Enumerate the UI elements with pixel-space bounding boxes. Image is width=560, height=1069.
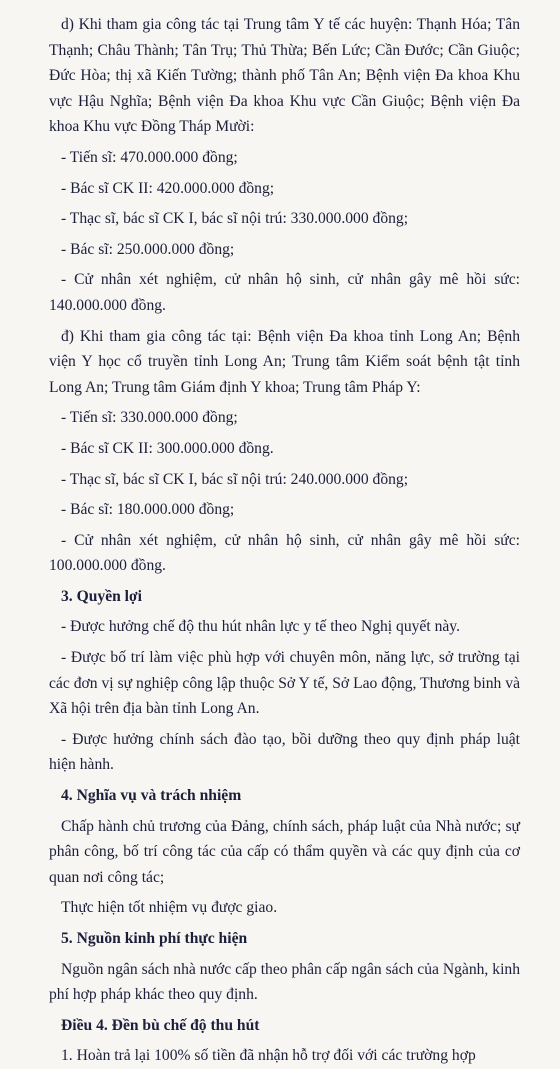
- section-d1-intro: d) Khi tham gia công tác tại Trung tâm Y tế các huyện: Thạnh Hóa; Tân Thạnh; Châu Thành; Tân Trụ; Thủ Thừa; Bến Lức; Cần Đước; Cần Giuộc; Đức Hòa; thị xã Kiến Tường; thành phố Tân An; Bệnh viện Đa khoa Khu vực Hậu Nghĩa; Bệnh viện Đa khoa Khu vực Cần Giuộc; Bệnh viện Đa khoa Khu vực Đồng Tháp Mười:: [49, 16, 520, 136]
- section-5-item: Nguồn ngân sách nhà nước cấp theo phân cấp ngân sách của Ngành, kinh phí hợp pháp khác theo quy định.: [49, 960, 520, 1004]
- article-4-heading: Điều 4. Đền bù chế độ thu hút: [61, 1016, 260, 1034]
- section-d2-item: - Thạc sĩ, bác sĩ CK I, bác sĩ nội trú: 240.000.000 đồng;: [61, 470, 409, 488]
- section-d2-intro: đ) Khi tham gia công tác tại: Bệnh viện Đa khoa tỉnh Long An; Bệnh viện Y học cổ truyền tỉnh Long An; Trung tâm Kiểm soát bệnh tật tỉnh Long An; Trung tâm Giám định Y khoa; Trung tâm Pháp Y:: [49, 327, 520, 396]
- section-d1-item: - Cử nhân xét nghiệm, cử nhân hộ sinh, cử nhân gây mê hồi sức: 140.000.000 đồng.: [49, 271, 520, 314]
- section-4-item: Chấp hành chủ trương của Đảng, chính sách, pháp luật của Nhà nước; sự phân công, bố trí công tác của cấp có thẩm quyền và các quy định của cơ quan nơi công tác;: [49, 817, 520, 886]
- section-d2-item: - Bác sĩ: 180.000.000 đồng;: [61, 501, 235, 519]
- section-4-item: Thực hiện tốt nhiệm vụ được giao.: [61, 899, 278, 917]
- section-3-item: - Được hưởng chế độ thu hút nhân lực y tế theo Nghị quyết này.: [61, 618, 460, 636]
- section-3-item: - Được hưởng chính sách đào tạo, bồi dưỡng theo quy định pháp luật hiện hành.: [49, 730, 520, 774]
- section-3-heading: 3. Quyền lợi: [61, 587, 142, 605]
- section-d2-item: - Cử nhân xét nghiệm, cử nhân hộ sinh, cử nhân gây mê hồi sức: 100.000.000 đồng.: [49, 531, 520, 575]
- section-d2-item: - Tiến sĩ: 330.000.000 đồng;: [61, 409, 238, 427]
- section-5-heading: 5. Nguồn kinh phí thực hiện: [61, 930, 248, 947]
- section-3-item: - Được bố trí làm việc phù hợp với chuyên môn, năng lực, sở trường tại các đơn vị sự nghiệp công lập thuộc Sở Y tế, Sở Lao động, Thương binh và Xã hội trên địa bàn tỉnh Long An.: [49, 649, 520, 718]
- section-d1-item: - Tiến sĩ: 470.000.000 đồng;: [61, 148, 238, 166]
- section-d1-item: - Bác sĩ: 250.000.000 đồng;: [61, 240, 235, 258]
- section-d1-item: - Thạc sĩ, bác sĩ CK I, bác sĩ nội trú: 330.000.000 đồng;: [61, 210, 409, 228]
- article-4-item-1-number: 1.: [61, 1047, 73, 1065]
- article-4-item-1: [49, 1043, 520, 1069]
- article-4-item-1-text: Hoàn trả lại 100% số tiền đã nhận hỗ trợ đối với các trường hợp: [76, 1047, 476, 1065]
- section-d1-item: - Bác sĩ CK II: 420.000.000 đồng;: [61, 179, 275, 197]
- section-d2-item: - Bác sĩ CK II: 300.000.000 đồng.: [61, 439, 274, 457]
- section-4-heading: 4. Nghĩa vụ và trách nhiệm: [61, 787, 242, 805]
